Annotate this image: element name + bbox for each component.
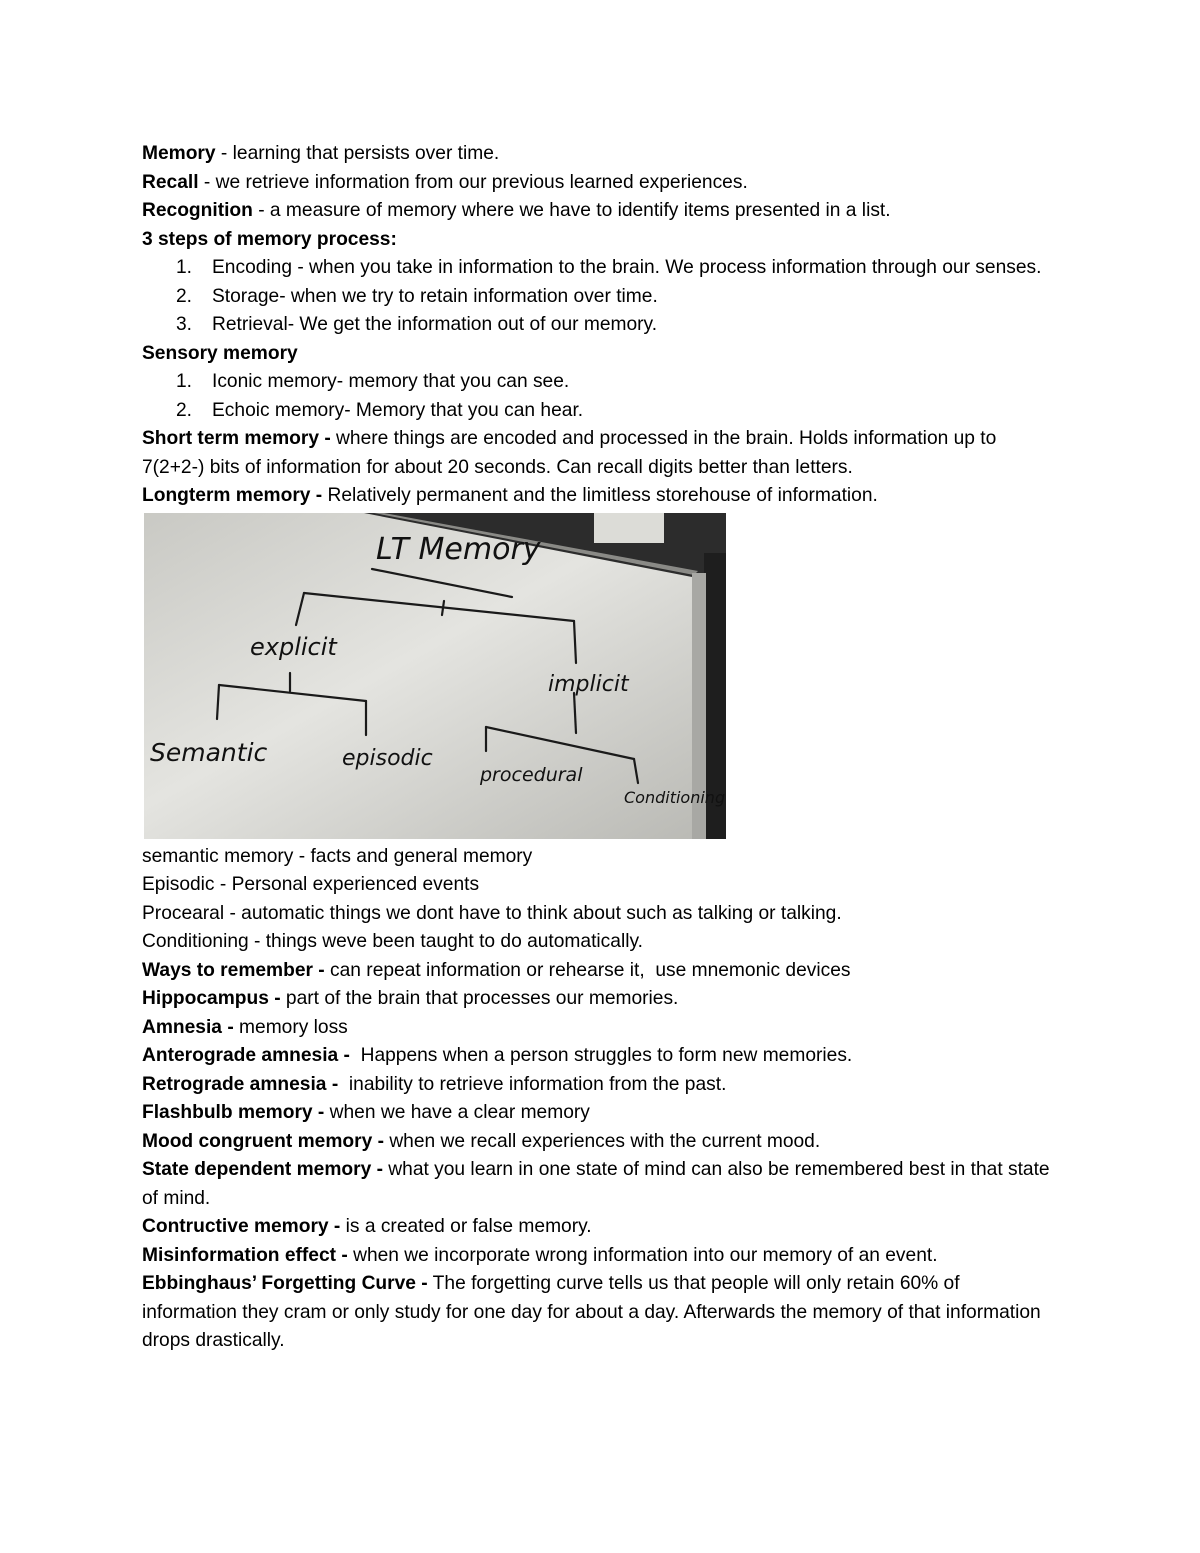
term-definition: can repeat information or rehearse it, use mnemonic devices [324,959,851,981]
plain-line: Episodic - Personal experienced events [142,874,480,895]
definition-contructive [142,1213,1057,1242]
definition-ways-to-remember [142,957,1057,986]
list-item [142,397,1057,426]
plain-line: Conditioning - things weve been taught to do automatically. [142,931,643,952]
sensory-list [142,368,1057,425]
definition-longterm [142,482,1057,511]
definition-recall [142,169,1057,198]
list-number: 2. [176,285,193,307]
term-definition: - we retrieve information from our previous learned experiences. [198,171,748,193]
list-text: Echoic memory- Memory that you can hear. [212,399,584,421]
plain-line: Procearal - automatic things we dont have to think about such as talking or talking. [142,902,842,924]
term-definition: when we have a clear memory [324,1102,590,1123]
definition-state-dependent [142,1156,1057,1213]
whiteboard-photo [144,513,726,839]
term-definition: when we recall experiences with the current mood. [383,1130,821,1152]
term-label: Short term memory - [142,428,331,449]
term-label: Ways to remember - [142,959,325,981]
heading-text: Sensory memory [142,342,298,364]
term-definition: - learning that persists over time. [215,143,500,164]
term-definition: - a measure of memory where we have to identify items presented in a list. [252,200,891,221]
wb-title: LT Memory [376,531,541,567]
term-definition: Happens when a person struggles to form new memories. [349,1045,853,1066]
term-label: Flashbulb memory - [142,1102,325,1123]
list-item [142,368,1057,397]
list-text: Encoding - when you take in information to the brain. We process information through our senses. [212,257,1042,278]
steps-list [142,254,1057,340]
term-label: Longterm memory - [142,485,323,506]
term-definition: where things are encoded and processed in the brain. Holds information up to 7(2+2-) bits of information for about 20 seconds. Can recall digits better than letters. [142,428,1002,478]
steps-heading [142,226,1057,255]
list-number: 1. [176,257,193,278]
list-number: 3. [176,314,193,335]
plain-line: semantic memory - facts and general memory [142,845,533,867]
term-label: State dependent memory - [142,1159,383,1180]
list-text: Retrieval- We get the information out of our memory. [212,314,658,335]
list-text: Storage- when we try to retain information over time. [212,285,658,307]
term-label: Memory [142,143,216,164]
term-label: Mood congruent memory - [142,1130,384,1152]
term-definition: inability to retrieve information from the past. [338,1073,727,1095]
definition-anterograde [142,1042,1057,1071]
definition-misinformation [142,1242,1057,1271]
term-definition: part of the brain that processes our memories. [280,988,679,1009]
list-item [142,254,1057,283]
definition-amnesia [142,1014,1057,1043]
wb-episodic: episodic [342,745,433,771]
wb-explicit: explicit [250,632,337,661]
term-label: Contructive memory - [142,1216,341,1237]
heading-text: 3 steps of memory process: [142,228,397,250]
whiteboard-image [144,513,726,839]
term-definition: Relatively permanent and the limitless storehouse of information. [322,485,878,506]
definition-forgetting-curve [142,1270,1057,1356]
term-label: Recall [142,171,199,193]
definition-retrograde [142,1071,1057,1100]
definition-recognition [142,197,1057,226]
term-label: Recognition [142,200,253,221]
term-definition: is a created or false memory. [340,1216,592,1237]
term-label: Amnesia - [142,1016,234,1038]
term-label: Hippocampus - [142,988,281,1009]
definition-flashbulb [142,1099,1057,1128]
list-number: 1. [176,371,193,392]
wb-conditioning: Conditioning [624,787,726,807]
wb-implicit: implicit [548,671,629,697]
definition-memory [142,140,1057,169]
term-label: Ebbinghaus’ Forgetting Curve - [142,1273,428,1294]
list-number: 2. [176,399,193,421]
definition-short-term [142,425,1057,482]
definition-hippocampus [142,985,1057,1014]
definition-mood-congruent [142,1128,1057,1157]
list-item [142,311,1057,340]
list-item [142,283,1057,312]
term-label: Anterograde amnesia - [142,1045,350,1066]
list-text: Iconic memory- memory that you can see. [212,371,570,392]
term-definition: The forgetting curve tells us that people will only retain 60% of information they cram or only study for one day for about a day. Afterwards the memory of that information drops drastically. [142,1273,1047,1351]
term-definition: what you learn in one state of mind can also be remembered best in that state of mind. [142,1159,1055,1209]
term-definition: memory loss [233,1016,348,1038]
term-label: Retrograde amnesia - [142,1073,339,1095]
term-label: Misinformation effect - [142,1244,348,1266]
sensory-heading [142,340,1057,369]
term-definition: when we incorporate wrong information into our memory of an event. [347,1244,938,1266]
wb-semantic: Semantic [150,737,268,767]
notes-body [142,140,1057,1356]
wb-procedural: procedural [480,763,583,786]
